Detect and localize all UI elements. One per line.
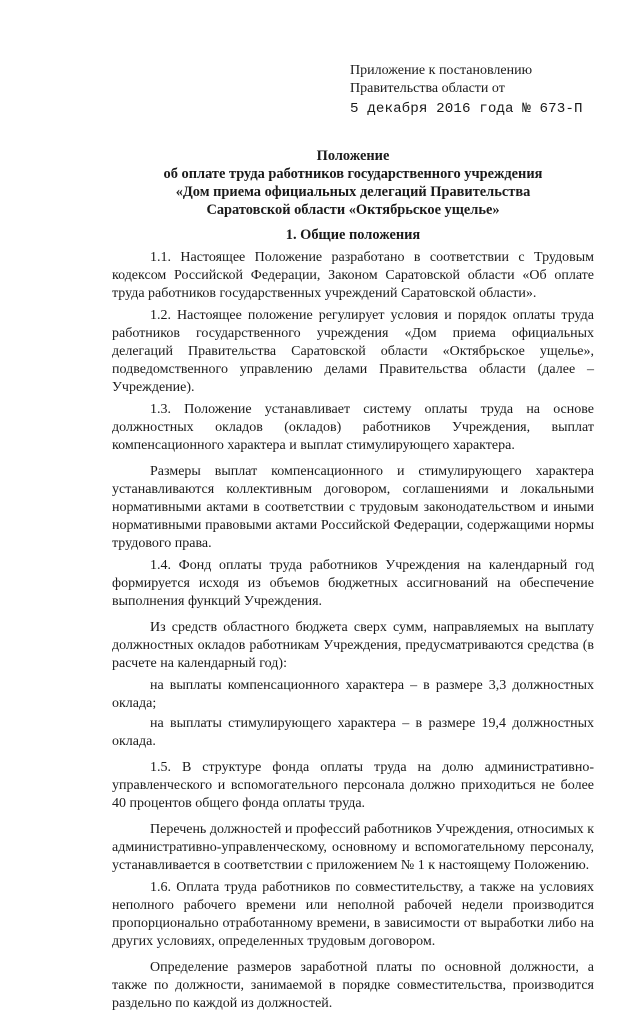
paragraph-1-1: 1.1. Настоящее Положение разработано в соответствии с Трудовым кодексом Российской Федерации, Законом Саратовской области «Об оплате труда работников государственных учреждений Саратовской области».	[112, 250, 594, 301]
section-body	[112, 249, 594, 1013]
paragraph-1-3: 1.3. Положение устанавливает систему оплаты труда на основе должностных окладов (окладов) работников Учреждения, выплат компенсационного характера и выплат стимулирующего характера.	[112, 402, 594, 453]
paragraph-1-4: 1.4. Фонд оплаты труда работников Учреждения на календарный год формируется исходя из объемов бюджетных ассигнований на обеспечение выполнения функций Учреждения.	[112, 558, 594, 609]
paragraph-1-2: 1.2. Настоящее положение регулирует условия и порядок оплаты труда работников государственного учреждения «Дом приема официальных делегаций Правительства Саратовской области «Октябрьское ущелье», подведомственного управлению делами Правительства области (далее – Учреждение).	[112, 308, 594, 395]
title-line-1: Положение	[316, 148, 390, 164]
annex-line-2: Правительства области от	[350, 81, 505, 96]
section-heading: 1. Общие положения	[285, 227, 421, 243]
paragraph-payment-sizes: Размеры выплат компенсационного и стимулирующего характера устанавливаются коллективным договором, соглашениями и локальными нормативными актами в соответствии с трудовым законодательством и иными нормативными правовыми актами Российской Федерации, содержащими нормы трудового права.	[112, 464, 594, 551]
paragraph-1-6: 1.6. Оплата труда работников по совместительству, а также на условиях неполного рабочего времени или неполной рабочей недели производится пропорционально отработанному времени, в зависимости от выработки либо на других условиях, определенных трудовым договором.	[112, 880, 594, 949]
title-line-2: об оплате труда работников государственного учреждения	[163, 166, 543, 182]
paragraph-staff-list: Перечень должностей и профессий работников Учреждения, относимых к административно-управленческому, основному и вспомогательному персоналу, устанавливается в соответствии с приложением № 1 к настоящему Положению.	[112, 822, 594, 873]
document-title	[112, 147, 594, 219]
paragraph-compensation: на выплаты компенсационного характера – в размере 3,3 должностных оклада;	[112, 678, 594, 711]
paragraph-1-5: 1.5. В структуре фонда оплаты труда на долю административно-управленческого и вспомогательного персонала должно приходиться не более 40 процентов общего фонда оплаты труда.	[112, 760, 594, 811]
title-line-4: Саратовской области «Октябрьское ущелье»	[206, 202, 500, 218]
paragraph-salary-definition: Определение размеров заработной платы по основной должности, а также по должности, занимаемой в порядке совместительства, производится раздельно по каждой из должностей.	[112, 960, 594, 1011]
annex-line-1: Приложение к постановлению	[350, 63, 533, 78]
paragraph-stimulating: на выплаты стимулирующего характера – в размере 19,4 должностных оклада.	[112, 716, 594, 749]
title-line-3: «Дом приема официальных делегаций Правительства	[175, 184, 531, 200]
annex-date-number-stamp: 5 декабря 2016 года № 673-П	[350, 101, 583, 117]
paragraph-budget-funds: Из средств областного бюджета сверх сумм, направляемых на выплату должностных окладов работникам Учреждения, предусматриваются средства (в расчете на календарный год):	[112, 620, 594, 671]
annex-header	[350, 62, 594, 118]
